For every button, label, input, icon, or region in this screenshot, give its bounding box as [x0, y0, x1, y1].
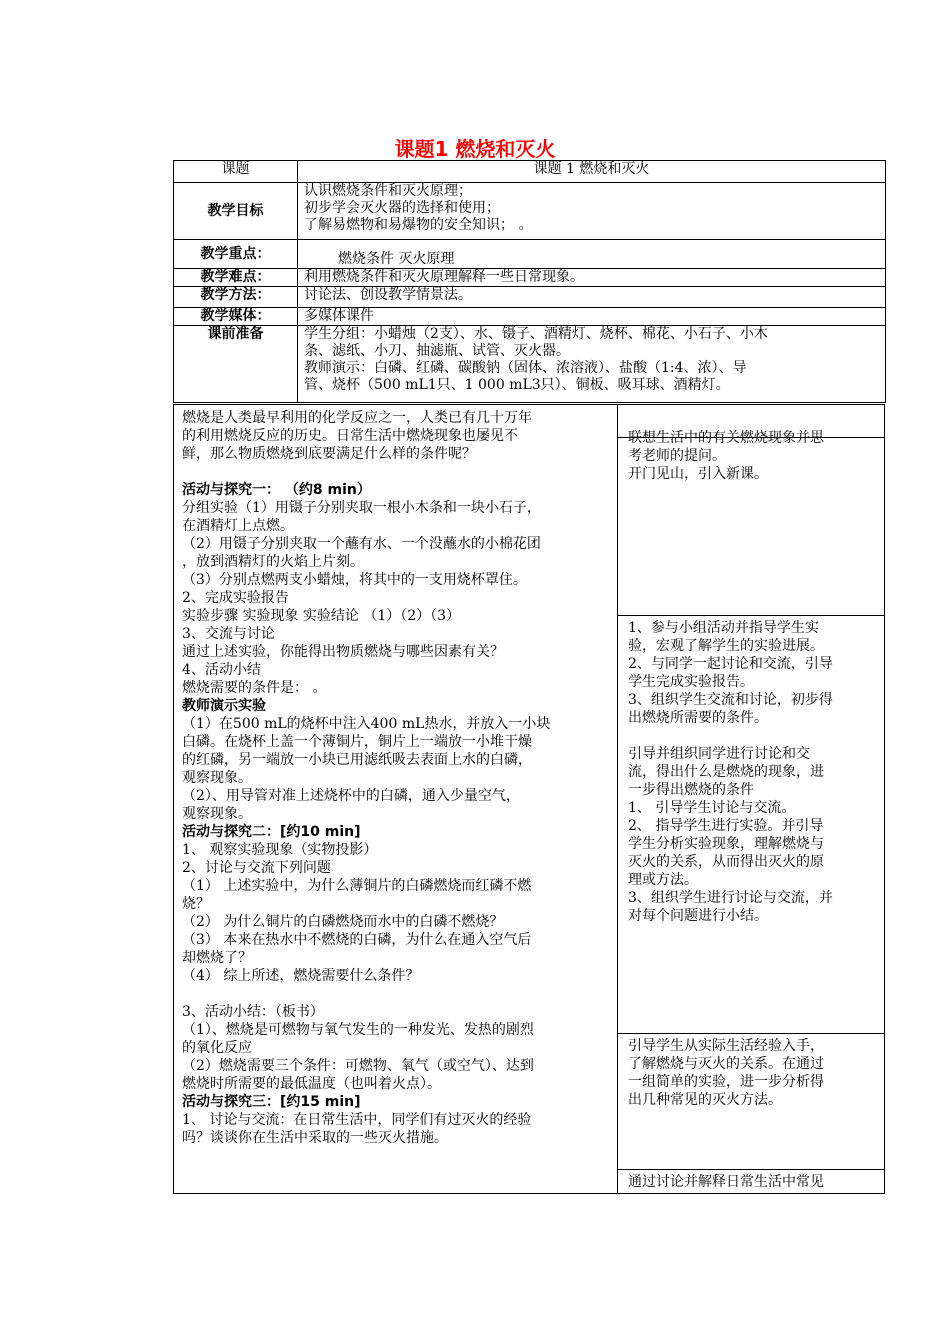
row-media [174, 308, 886, 326]
prep-value [298, 326, 886, 403]
content-line: （1）在500 mL的烧杯中注入400 mL热水，并放入一小块 [182, 716, 551, 732]
content-line: 白磷。在烧杯上盖一个薄铜片，铜片上一端放一小堆干燥 [182, 734, 532, 750]
content-line: 的氧化反应 [182, 1040, 252, 1056]
activity-line: 出燃烧所需要的条件。 [628, 710, 768, 726]
activity-line: 了解燃烧与灭火的关系。在通过 [628, 1056, 824, 1072]
activity-line: 引导并组织同学进行讨论和交 [628, 746, 810, 762]
right-block-intro [628, 429, 878, 483]
goal-line: 初步学会灭火器的选择和使用； [304, 200, 500, 216]
activity-line: 对每个问题进行小结。 [628, 908, 768, 924]
goal-line: 认识燃烧条件和灭火原理； [304, 183, 472, 199]
content-line: 3、活动小结：（板书） [182, 1004, 324, 1020]
teacher-activity-column [618, 405, 884, 1193]
document-title: 课题1 燃烧和灭火 [394, 137, 556, 161]
row-method [174, 287, 886, 308]
activity-line: 学生完成实验报告。 [628, 674, 754, 690]
right-block-activities [628, 619, 878, 925]
content-line: 的红磷，另一端放一小块已用滤纸吸去表面上水的白磷， [182, 752, 532, 768]
activity-line: 出几种常见的灭火方法。 [628, 1092, 782, 1108]
content-line: 燃烧时所需要的最低温度（也叫着火点）。 [182, 1076, 441, 1092]
content-line: 教师演示实验 [182, 698, 266, 714]
goal-line: 了解易燃物和易爆物的安全知识； 。 [304, 217, 533, 233]
activity-line: 开门见山，引入新课。 [628, 466, 768, 482]
activity-line: 3、组织学生进行讨论与交流，并 [628, 890, 833, 906]
lesson-info-table [173, 160, 886, 403]
method-label: 教学方法： [174, 287, 298, 308]
method-value: 讨论法、创设教学情景法。 [298, 287, 886, 308]
content-line: （2） 为什么铜片的白磷燃烧而水中的白磷不燃烧？ [182, 914, 504, 930]
row-key [174, 240, 886, 269]
content-line: 活动与探究三：[约15 min] [182, 1094, 361, 1110]
content-line: 1、 讨论与交流：在日常生活中，同学们有过灭火的经验 [182, 1112, 532, 1128]
lesson-body-table [173, 404, 885, 1194]
content-line: 实验步骤 实验现象 实验结论 （1）（2）（3） [182, 608, 461, 624]
activity-line: 灭火的关系，从而得出灭火的原 [628, 854, 824, 870]
topic-value: 课题 1 燃烧和灭火 [298, 161, 886, 183]
media-label: 教学媒体： [174, 308, 298, 326]
content-line: 分组实验（1）用镊子分别夹取一根小木条和一块小石子， [182, 500, 541, 516]
content-line: 活动与探究一： （约8 min） [182, 482, 371, 498]
content-line: 在酒精灯上点燃。 [182, 518, 294, 534]
activity-line: 1、 引导学生讨论与交流。 [628, 800, 796, 816]
content-line: （1）、燃烧是可燃物与氧气发生的一种发光、发热的剧烈 [182, 1022, 534, 1038]
content-line: 烧？ [182, 896, 210, 912]
activity-line: 2、 指导学生进行实验。并引导 [628, 818, 824, 834]
prep-line: 教师演示：白磷、红磷、碳酸钠（固体、浓溶液）、盐酸（1:4、浓）、导 [304, 360, 747, 376]
activity-line: 一组简单的实验，进一步分析得 [628, 1074, 824, 1090]
content-line: （2）、用导管对准上述烧杯中的白磷，通入少量空气， [182, 788, 520, 804]
right-divider [618, 615, 884, 616]
prep-line: 管、烧杯（500 mL1只、1 000 mL3只）、铜板、吸耳球、酒精灯。 [304, 377, 730, 393]
activity-line: 学生分析实验现象，理解燃烧与 [628, 836, 824, 852]
difficulty-label: 教学难点： [174, 269, 298, 287]
activity-line: 考老师的提问。 [628, 448, 726, 464]
content-line: 观察现象。 [182, 770, 252, 786]
difficulty-value: 利用燃烧条件和灭火原理解释一些日常现象。 [298, 269, 886, 287]
content-line: （2）燃烧需要三个条件：可燃物、氧气（或空气）、达到 [182, 1058, 534, 1074]
content-line: （2）用镊子分别夹取一个蘸有水、一个没蘸水的小棉花团 [182, 536, 541, 552]
content-line: 4、活动小结 [182, 662, 261, 678]
activity-line: 通过讨论并解释日常生活中常见 [628, 1174, 824, 1190]
content-line: （3）分别点燃两支小蜡烛，将其中的一支用烧杯罩住。 [182, 572, 527, 588]
activity-line: 引导学生从实际生活经验入手， [628, 1038, 824, 1054]
key-label: 教学重点： [174, 240, 298, 269]
right-divider [618, 1033, 884, 1034]
content-line: 的利用燃烧反应的历史。日常生活中燃烧现象也屡见不 [182, 428, 518, 444]
goal-value [298, 183, 886, 240]
activity-line: 理或方法。 [628, 872, 698, 888]
media-value: 多媒体课件 [298, 308, 886, 326]
content-line: 燃烧是人类最早利用的化学反应之一，人类已有几十万年 [182, 410, 532, 426]
content-line: 鲜，那么物质燃烧到底要满足什么样的条件呢？ [182, 446, 476, 462]
row-difficulty [174, 269, 886, 287]
content-line: 活动与探究二：[约10 min] [182, 824, 361, 840]
prep-line: 学生分组：小蜡烛（2支）、水、镊子、酒精灯、烧杯、棉花、小石子、小木 [304, 326, 768, 342]
activity-line: 3、组织学生交流和讨论，初步得 [628, 692, 833, 708]
content-line [182, 463, 611, 481]
activity-line: 一步得出燃烧的条件 [628, 782, 754, 798]
content-line: 通过上述实验，你能得出物质燃烧与哪些因素有关？ [182, 644, 504, 660]
activity-line: 联想生活中的有关燃烧现象并思 [628, 430, 824, 446]
content-line: 吗？谈谈你在生活中采取的一些灭火措施。 [182, 1130, 448, 1146]
content-line: （3） 本来在热水中不燃烧的白磷，为什么在通入空气后 [182, 932, 532, 948]
right-block-summary [628, 1037, 878, 1109]
teaching-content-column [174, 405, 618, 1193]
row-goal [174, 183, 886, 240]
content-line [182, 985, 611, 1003]
content-line: 燃烧需要的条件是： 。 [182, 680, 327, 696]
row-prep [174, 326, 886, 403]
activity-line: 验，宏观了解学生的实验进展。 [628, 638, 824, 654]
topic-label: 课题 [174, 161, 298, 183]
right-divider [618, 1169, 884, 1170]
activity-line: 1、参与小组活动并指导学生实 [628, 620, 819, 636]
content-line: ，放到酒精灯的火焰上片刻。 [182, 554, 364, 570]
activity-line: 流，得出什么是燃烧的现象，进 [628, 764, 824, 780]
right-block-discussion [628, 1173, 878, 1191]
prep-line: 条、滤纸、小刀、抽滤瓶、试管、灭火器。 [304, 343, 570, 359]
content-line: （4） 综上所述，燃烧需要什么条件？ [182, 968, 420, 984]
content-line: 2、完成实验报告 [182, 590, 289, 606]
content-line: 3、交流与讨论 [182, 626, 275, 642]
key-value: 燃烧条件 灭火原理 [298, 240, 886, 269]
activity-line: 2、与同学一起讨论和交流，引导 [628, 656, 833, 672]
prep-label: 课前准备 [174, 326, 298, 403]
activity-line [628, 727, 878, 745]
goal-label: 教学目标 [174, 183, 298, 240]
content-line: （1） 上述实验中，为什么薄铜片的白磷燃烧而红磷不燃 [182, 878, 532, 894]
content-line: 观察现象。 [182, 806, 252, 822]
row-topic [174, 161, 886, 183]
content-line: 1、 观察实验现象（实物投影） [182, 842, 378, 858]
content-line: 却燃烧了？ [182, 950, 252, 966]
content-line: 2、讨论与交流下列问题 [182, 860, 331, 876]
